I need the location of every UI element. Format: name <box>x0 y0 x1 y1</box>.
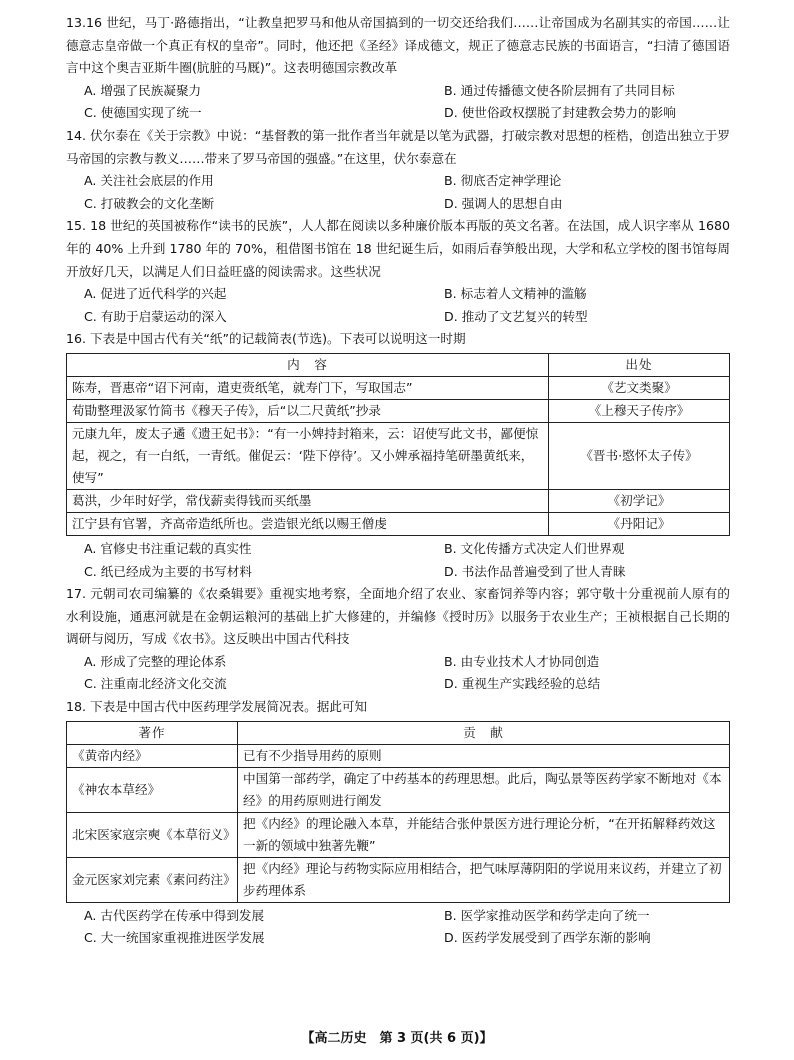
medicine-history-table <box>66 721 730 903</box>
question-stem: 16. 下表是中国古代有关“纸”的记载简表(节选)。下表可以说明这一时期 <box>66 331 466 347</box>
option-d: D. 书法作品普遍受到了世人青睐 <box>444 563 626 579</box>
question-stem: 15. 18 世纪的英国被称作“读书的民族”，人人都在阅读以多种廉价版本再版的英文名著。在法国，成人识字率从 1680 年的 40% 上升到 1780 年的 70%，租借图书馆在 18 世纪诞生后，如雨后春笋般出现，大学和私立学校的图书馆每周开放好几天，以满足人们日益旺盛的阅读需求。这些状况 <box>66 218 730 279</box>
header-contribution: 贡 献 <box>238 721 730 744</box>
header-content: 内 容 <box>67 353 549 376</box>
header-source: 出处 <box>549 353 730 376</box>
option-b: B. 标志着人文精神的滥觞 <box>444 286 587 302</box>
option-c: C. 使德国实现了统一 <box>84 105 202 121</box>
table-row <box>67 399 730 422</box>
option-c: C. 大一统国家重视推进医学发展 <box>84 930 265 946</box>
table-row <box>67 767 730 812</box>
option-c: C. 注重南北经济文化交流 <box>84 676 227 692</box>
cell-book: 《神农本草经》 <box>67 767 238 812</box>
paper-records-table <box>66 353 730 536</box>
question-18 <box>66 696 730 950</box>
question-stem: 14. 伏尔泰在《关于宗教》中说：“基督教的第一批作者当年就是以笔为武器，打破宗教对思想的桎梏，创造出独立于罗马帝国的宗教与教义……带来了罗马帝国的强盛。”在这里，伏尔泰意在 <box>66 127 730 166</box>
option-a: A. 官修史书注重记载的真实性 <box>84 540 252 556</box>
option-a: A. 增强了民族凝聚力 <box>84 82 202 98</box>
options <box>66 905 730 950</box>
option-c: C. 纸已经成为主要的书写材料 <box>84 563 252 579</box>
question-17 <box>66 583 730 696</box>
cell-contribution: 把《内经》理论与药物实际应用相结合，把气味厚薄阴阳的学说用来议药，并建立了初步药理体系 <box>238 857 730 902</box>
option-d: D. 使世俗政权摆脱了封建教会势力的影响 <box>444 105 676 121</box>
option-b: B. 文化传播方式决定人们世界观 <box>444 540 625 556</box>
option-b: B. 彻底否定神学理论 <box>444 173 562 189</box>
options <box>66 538 730 583</box>
question-stem: 17. 元朝司农司编纂的《农桑辑要》重视实地考察，全面地介绍了农业、家畜饲养等内容；郭守敬十分重视前人原有的水利设施，通惠河就是在金朝运粮河的基础上扩大修建的，并编修《授时历》以服务于农业生产；王祯根据自己长期的调研与阅历，写成《农书》。这反映出中国古代科技 <box>66 586 730 647</box>
page-footer: 【高二历史 第 3 页(共 6 页)】 <box>301 1031 493 1046</box>
option-a: A. 关注社会底层的作用 <box>84 173 214 189</box>
cell-source: 《丹阳记》 <box>549 512 730 535</box>
cell-content: 荀勖整理汲冢竹简书《穆天子传》，后“以二尺黄纸”抄录 <box>67 399 549 422</box>
table-row <box>67 489 730 512</box>
table-row <box>67 512 730 535</box>
cell-book: 《黄帝内经》 <box>67 744 238 767</box>
cell-contribution: 已有不少指导用药的原则 <box>238 744 730 767</box>
table-row <box>67 376 730 399</box>
table-header-row <box>67 721 730 744</box>
options <box>66 283 730 328</box>
option-a: A. 促进了近代科学的兴起 <box>84 286 227 302</box>
option-c: C. 打破教会的文化垄断 <box>84 195 215 211</box>
table-header-row <box>67 353 730 376</box>
cell-contribution: 中国第一部药学，确定了中药基本的药理思想。此后，陶弘景等医药学家不断地对《本经》的用药原则进行阐发 <box>238 767 730 812</box>
cell-content: 元康九年，废太子遹《遗王妃书》：“有一小婢持封箱来，云：诏使写此文书，鄙便惊起，视之，有一白纸，一青纸。催促云：‘陛下停待’。又小婢承福持笔研墨黄纸来，使写” <box>67 422 549 489</box>
option-d: D. 强调人的思想自由 <box>444 195 563 211</box>
option-b: B. 通过传播德文使各阶层拥有了共同目标 <box>444 82 675 98</box>
table-row <box>67 857 730 902</box>
options <box>66 170 730 215</box>
option-c: C. 有助于启蒙运动的深入 <box>84 308 227 324</box>
options <box>66 80 730 125</box>
table-row <box>67 744 730 767</box>
table-row <box>67 812 730 857</box>
cell-content: 葛洪，少年时好学，常伐薪卖得钱而买纸墨 <box>67 489 549 512</box>
cell-book: 金元医家刘完素《素问药注》 <box>67 857 238 902</box>
option-b: B. 由专业技术人才协同创造 <box>444 653 600 669</box>
cell-source: 《艺文类聚》 <box>549 376 730 399</box>
option-b: B. 医学家推动医学和药学走向了统一 <box>444 907 650 923</box>
cell-source: 《初学记》 <box>549 489 730 512</box>
cell-contribution: 把《内经》的理论融入本草，并能结合张仲景医方进行理论分析，“在开拓解释药效这一新的领域中独著先鞭” <box>238 812 730 857</box>
options <box>66 651 730 696</box>
question-13 <box>66 12 730 125</box>
header-book: 著作 <box>67 721 238 744</box>
cell-source: 《上穆天子传序》 <box>549 399 730 422</box>
option-a: A. 形成了完整的理论体系 <box>84 653 227 669</box>
cell-content: 江宁县有官署，齐高帝造纸所也。尝造银光纸以赐王僧虔 <box>67 512 549 535</box>
question-stem: 13.16 世纪，马丁·路德指出，“让教皇把罗马和他从帝国搞到的一切交还给我们……让帝国成为名副其实的帝国……让德意志皇帝做一个真正有权的皇帝”。同时，他还把《圣经》译成德文，规正了德意志民族的书面语言，“扫清了德国语言中这个奥吉亚斯牛圈(肮脏的马厩)”。这表明德国宗教改革 <box>66 15 730 76</box>
option-d: D. 推动了文艺复兴的转型 <box>444 308 588 324</box>
cell-book: 北宋医家寇宗奭《本草衍义》 <box>67 812 238 857</box>
cell-source: 《晋书·愍怀太子传》 <box>549 422 730 489</box>
option-a: A. 古代医药学在传承中得到发展 <box>84 907 265 923</box>
table-row <box>67 422 730 489</box>
question-stem: 18. 下表是中国古代中医药理学发展简况表。据此可知 <box>66 699 368 715</box>
option-d: D. 医药学发展受到了西学东渐的影响 <box>444 930 651 946</box>
question-15 <box>66 215 730 328</box>
question-16 <box>66 328 730 583</box>
option-d: D. 重视生产实践经验的总结 <box>444 676 601 692</box>
cell-content: 陈寿，晋惠帝“诏下河南，遣吏赍纸笔，就寿门下，写取国志” <box>67 376 549 399</box>
question-14 <box>66 125 730 215</box>
